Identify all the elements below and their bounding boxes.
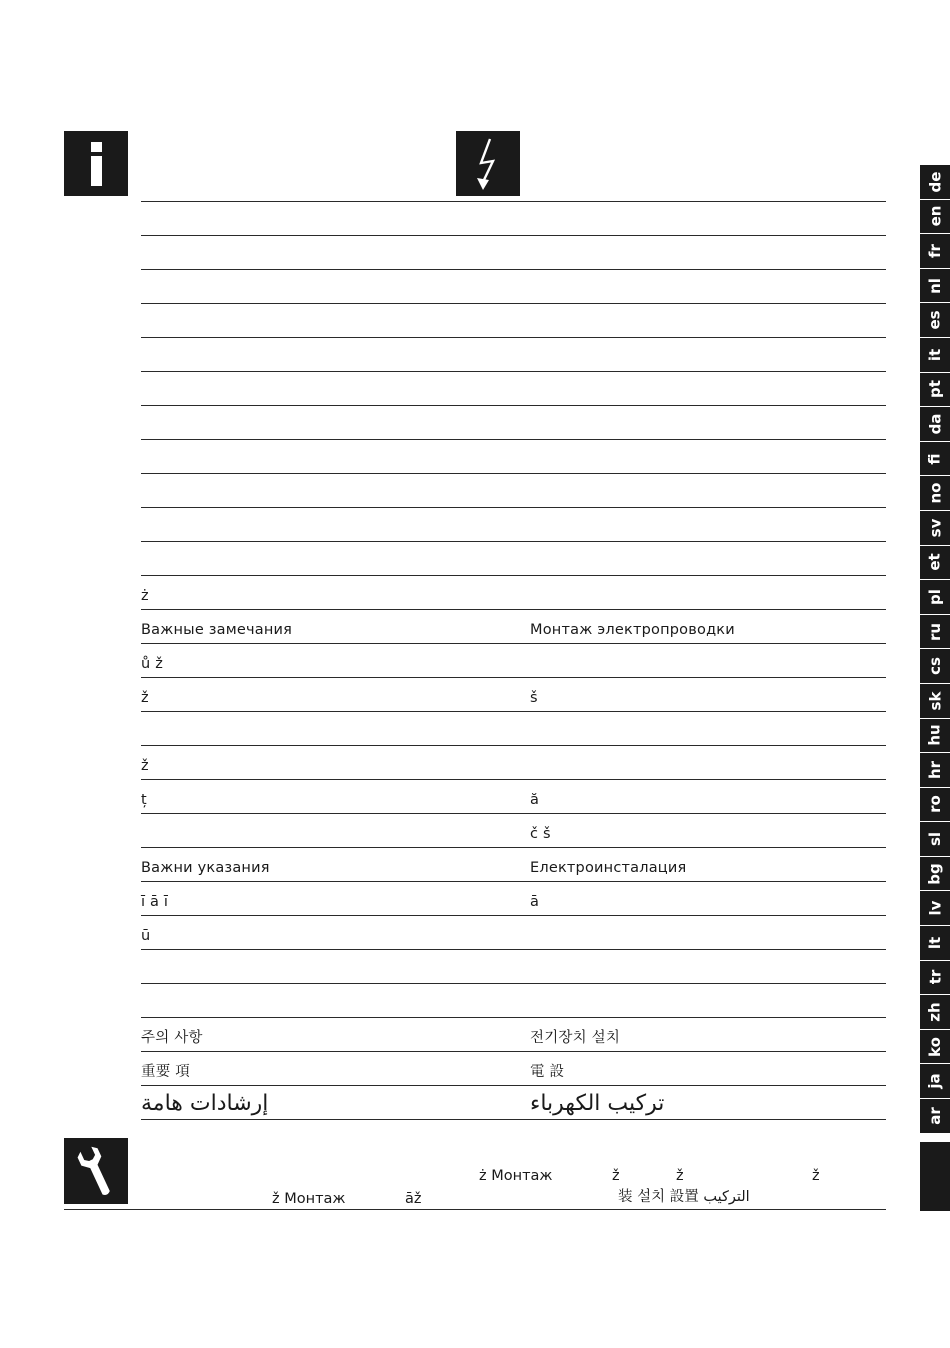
language-tab-cs[interactable] [920,649,950,684]
row-label-left: إرشادات هامة [141,1091,269,1116]
language-tab-label: da [925,413,944,435]
row-label-right: Монтаж электропроводки [530,622,735,638]
language-tab-label: no [925,482,944,504]
row-label-left: 주의 사항 [141,1030,203,1046]
language-tab-label: sl [925,832,944,847]
language-tabs [920,165,950,1134]
table-row [141,847,886,881]
table-row [141,1085,886,1119]
language-tab-zh[interactable] [920,995,950,1030]
language-tab-ko[interactable] [920,1030,950,1065]
table-row [141,915,886,949]
language-tab-ar[interactable] [920,1099,950,1134]
language-tab-ru[interactable] [920,615,950,650]
language-tab-label: hr [925,760,944,779]
table-row [141,1051,886,1085]
language-tab-label: sv [926,518,944,538]
table-row [141,949,886,983]
table-row [141,235,886,269]
row-label-left: 重要 項 [141,1064,190,1080]
table-row [141,507,886,541]
language-tabs-end [920,1142,950,1211]
language-tab-pl[interactable] [920,580,950,615]
language-tab-fi[interactable] [920,442,950,477]
language-tab-label: cs [925,657,944,676]
table-row [141,473,886,507]
row-label-right: š [530,690,538,706]
table-row [141,711,886,745]
language-tab-sl[interactable] [920,822,950,857]
language-tab-sk[interactable] [920,684,950,719]
table-row [141,201,886,235]
language-tab-lv[interactable] [920,891,950,926]
table-row [141,813,886,847]
table-row [141,541,886,575]
language-tab-da[interactable] [920,407,950,442]
table-row [141,303,886,337]
language-tab-label: zh [925,1002,944,1022]
language-tab-label: ro [925,795,944,814]
row-label-left: ț [141,792,147,808]
language-tab-label: it [926,348,944,361]
language-tab-label: de [925,171,944,193]
table-row [141,983,886,1017]
row-label-left: ž [141,758,149,774]
table-row [141,439,886,473]
language-tab-label: et [926,553,944,571]
row-label-right: تركيب الكهرباء [530,1091,665,1116]
language-tab-bg[interactable] [920,857,950,892]
language-tab-label: lt [926,936,944,950]
table-row [141,745,886,779]
install-line2-c: 装 설치 設置 التركيب [618,1189,750,1205]
language-tab-label: fr [926,244,944,258]
language-tab-label: es [925,310,944,330]
language-tab-label: bg [925,862,944,885]
install-line2-b: āž [405,1191,422,1207]
table-row [141,779,886,813]
table-row [141,269,886,303]
language-tab-label: tr [925,970,944,985]
language-tab-de[interactable] [920,165,950,200]
language-tab-label: pl [925,588,944,605]
language-tab-no[interactable] [920,476,950,511]
install-line2-a: ž Монтаж [272,1191,346,1207]
table-row [141,337,886,371]
table-row-closing-rule [141,1119,886,1120]
language-tab-nl[interactable] [920,269,950,304]
lightning-bolt-icon [456,131,520,196]
language-tab-tr[interactable] [920,961,950,996]
language-tab-ro[interactable] [920,788,950,823]
row-label-right: Електроинсталация [530,860,687,876]
table-row [141,881,886,915]
language-tab-hu[interactable] [920,719,950,754]
language-tab-it[interactable] [920,338,950,373]
table-row [141,677,886,711]
language-tab-label: hu [925,724,944,746]
bottom-divider [64,1209,886,1210]
row-label-right: ă [530,792,540,808]
table-row [141,609,886,643]
row-label-left: ů ž [141,656,164,672]
title-table [141,201,886,1120]
language-tab-label: nl [925,277,944,294]
language-tab-label: pt [925,380,944,399]
info-icon [64,131,128,196]
language-tab-label: lv [925,900,944,916]
language-tab-label: ja [925,1073,944,1089]
row-label-left: ž [141,690,149,706]
language-tab-ja[interactable] [920,1064,950,1099]
table-row [141,575,886,609]
install-line1-a: ż Монтаж [479,1168,553,1184]
row-label-right: ā [530,894,540,910]
table-row [141,405,886,439]
wrench-icon [64,1138,128,1204]
install-line1-c: ž [676,1168,684,1184]
table-row [141,643,886,677]
row-label-right: č š [530,826,551,842]
language-tab-sv[interactable] [920,511,950,546]
language-tab-lt[interactable] [920,926,950,961]
row-label-left: ż [141,588,149,604]
language-tab-label: en [925,205,944,227]
language-tab-fr[interactable] [920,234,950,269]
language-tab-label: ru [925,622,944,641]
row-label-left: ī ā ī [141,894,169,910]
row-label-right: 電 設 [530,1064,565,1080]
language-tab-label: ar [926,1107,944,1125]
table-row [141,1017,886,1051]
language-tab-label: sk [926,691,944,711]
language-tab-et[interactable] [920,546,950,581]
language-tab-label: ko [925,1036,944,1057]
language-tab-pt[interactable] [920,373,950,408]
language-tab-es[interactable] [920,303,950,338]
row-label-left: Важные замечания [141,622,293,638]
language-tab-hr[interactable] [920,753,950,788]
language-tab-label: fi [926,452,944,465]
table-row [141,371,886,405]
row-label-left: ū [141,928,151,944]
row-label-right: 전기장치 설치 [530,1030,621,1046]
install-line1-d: ž [812,1168,820,1184]
row-label-left: Важни указания [141,860,270,876]
language-tab-en[interactable] [920,200,950,235]
install-line1-b: ž [612,1168,620,1184]
